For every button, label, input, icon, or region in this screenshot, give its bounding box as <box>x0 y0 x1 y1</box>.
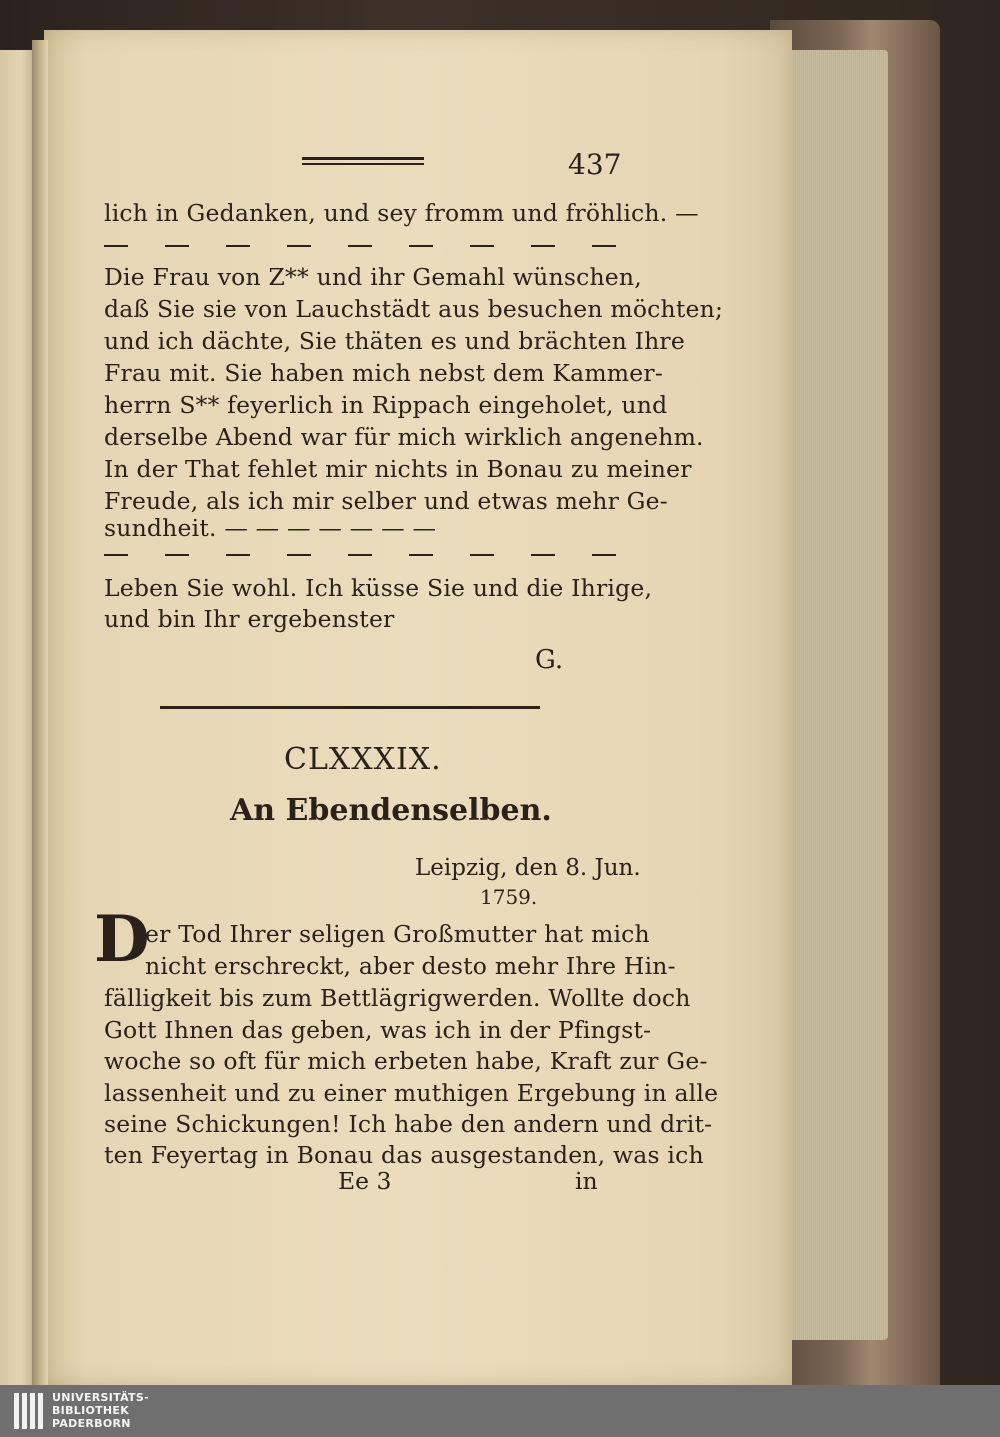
page-edges <box>778 50 888 1340</box>
text-line: woche so oft für mich erbeten habe, Kraft zur Ge- <box>104 1047 708 1075</box>
text-line: nicht erschreckt, aber desto mehr Ihre Hin- <box>145 952 676 980</box>
place-date: Leipzig, den 8. Jun. <box>415 855 641 881</box>
letter-signature: G. <box>535 645 564 675</box>
institution-line: BIBLIOTHEK <box>52 1404 130 1417</box>
drop-cap: D <box>94 902 150 977</box>
letter-title: An Ebendenselben. <box>230 793 552 828</box>
text-line: lassenheit und zu einer muthigen Ergebung in alle <box>104 1079 719 1107</box>
text-line: herrn S** feyerlich in Rippach eingeholet, und <box>104 391 668 419</box>
text-line: er Tod Ihrer seligen Großmutter hat mich <box>145 920 650 948</box>
text-line: und bin Ihr ergebenster <box>104 605 395 633</box>
text-line: lich in Gedanken, und sey fromm und fröhlich. — <box>104 199 699 227</box>
text-line: ten Feyertag in Bonau das ausgestanden, was ich <box>104 1141 704 1169</box>
text-line: sundheit. — — — — — — — <box>104 514 437 542</box>
letter-number: CLXXXIX. <box>284 742 442 777</box>
left-page-edge <box>0 50 36 1385</box>
dash-rule <box>104 245 616 247</box>
catchword: in <box>575 1167 598 1195</box>
institution-line: PADERBORN <box>52 1417 131 1430</box>
header-rule <box>302 157 424 165</box>
text-line: daß Sie sie von Lauchstädt aus besuchen möchten; <box>104 295 724 323</box>
text-line: Frau mit. Sie haben mich nebst dem Kammer- <box>104 359 663 387</box>
text-line: In der That fehlet mir nichts in Bonau zu meiner <box>104 455 692 483</box>
letter-year: 1759. <box>480 885 538 909</box>
section-rule <box>160 706 540 709</box>
text-line: Freude, als ich mir selber und etwas mehr Ge- <box>104 487 668 515</box>
text-line: fälligkeit bis zum Bettlägrigwerden. Wollte doch <box>104 984 691 1012</box>
text-line: und ich dächte, Sie thäten es und brächten Ihre <box>104 327 685 355</box>
page-number: 437 <box>568 148 622 181</box>
signature-mark: Ee 3 <box>338 1167 392 1195</box>
text-line: Gott Ihnen das geben, was ich in der Pfingst- <box>104 1016 652 1044</box>
text-line: seine Schickungen! Ich habe den andern und drit- <box>104 1110 713 1138</box>
text-line: Leben Sie wohl. Ich küsse Sie und die Ihrige, <box>104 574 653 602</box>
book-gutter <box>32 40 48 1385</box>
library-logo-icon <box>14 1393 44 1429</box>
institution-line: UNIVERSITÄTS- <box>52 1391 149 1404</box>
library-footer <box>0 1385 1000 1437</box>
dash-rule <box>104 554 616 556</box>
institution-name <box>52 1391 149 1430</box>
text-line: derselbe Abend war für mich wirklich angenehm. <box>104 423 704 451</box>
text-line: Die Frau von Z** und ihr Gemahl wünschen, <box>104 263 642 291</box>
